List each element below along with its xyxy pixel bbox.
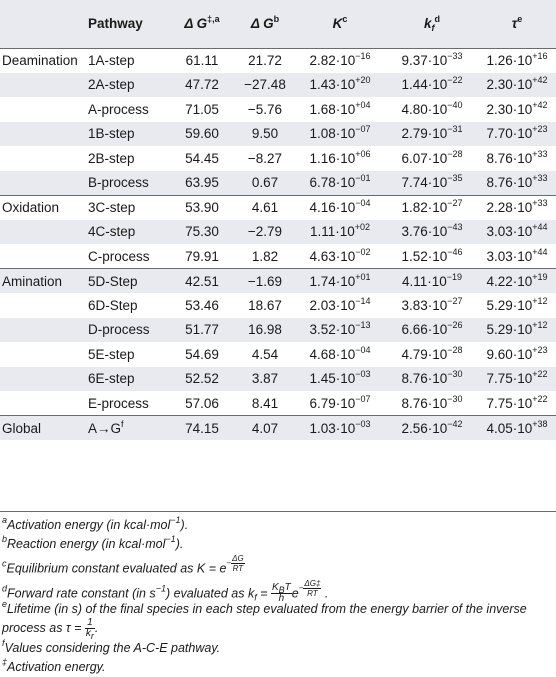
activation-energy-cell: 47.72 — [185, 77, 219, 93]
pathway-cell: 6E-step — [88, 371, 135, 387]
lifetime-cell: $2.28\cdot 10^{+33}$ — [478, 195, 556, 220]
lifetime-cell: $1.26\cdot 10^{+16}$ — [478, 48, 556, 73]
table-row — [0, 318, 556, 343]
lifetime-cell: $5.29\cdot 10^{+12}$ — [486, 320, 548, 338]
reaction-energy-cell: 4.07 — [236, 416, 294, 441]
equilibrium-constant-cell: $1.74\cdot 10^{+01}$ — [294, 269, 386, 294]
lifetime-cell: $4.22\cdot 10^{+19}$ — [478, 269, 556, 294]
forward-rate-cell: $7.74\cdot 10^{-35}$ — [401, 173, 463, 190]
activation-energy-cell: 74.15 — [168, 416, 236, 441]
activation-energy-cell: 59.60 — [185, 126, 219, 142]
table-row — [0, 171, 556, 196]
table-bottom-rule — [0, 511, 556, 512]
section-label — [0, 367, 82, 392]
reaction-energy-cell: 4.54 — [251, 346, 279, 362]
lifetime-cell: $3.03\cdot 10^{+44}$ — [486, 246, 548, 264]
equilibrium-constant-cell: $1.08\cdot 10^{-07}$ — [309, 124, 371, 142]
pathway-cell: 3C-step — [82, 195, 168, 220]
forward-rate-cell: $4.11\cdot 10^{-19}$ — [386, 269, 478, 294]
footnote-a: $^a$Activation energy (in kcal·mol$^{-1}$). — [2, 515, 189, 532]
equilibrium-constant-cell: $1.11\cdot 10^{+02}$ — [309, 222, 371, 240]
equilibrium-constant-cell: $1.43\cdot 10^{+20}$ — [309, 75, 371, 93]
reaction-energy-cell: 8.41 — [251, 395, 279, 411]
activation-energy-cell: 63.95 — [185, 175, 219, 190]
activation-energy-cell: 53.90 — [168, 195, 236, 220]
forward-rate-cell: $9.37\cdot 10^{-33}$ — [386, 48, 478, 73]
table-row — [0, 416, 556, 441]
header-lifetime: $\tau^e$ — [511, 14, 523, 32]
lifetime-cell: $8.76\cdot 10^{+33}$ — [486, 148, 548, 166]
section-label — [0, 293, 82, 318]
table-row — [0, 48, 556, 73]
pathway-cell: 2A-step — [88, 77, 135, 93]
reaction-energy-cell: 18.67 — [248, 297, 282, 313]
footnote-double-dagger: ‡Activation energy. — [2, 656, 106, 674]
lifetime-cell: $8.76\cdot 10^{+33}$ — [486, 173, 548, 190]
reaction-energy-cell: −8.27 — [247, 150, 283, 166]
pathway-cell: 1A-step — [82, 48, 168, 73]
table-row — [0, 122, 556, 147]
header-reaction-energy: Δ $G^b$ — [250, 14, 280, 32]
section-label: Deamination — [0, 48, 82, 73]
header-equilibrium-constant: $K^c$ — [332, 14, 348, 32]
reaction-energy-cell: −5.76 — [247, 101, 283, 117]
equilibrium-constant-cell: $2.82\cdot 10^{-16}$ — [294, 48, 386, 73]
section-label — [0, 146, 82, 171]
section-label — [0, 171, 82, 196]
pathway-cell: 1B-step — [88, 126, 135, 142]
activation-energy-cell: 71.05 — [185, 101, 219, 117]
activation-energy-cell: 53.46 — [185, 297, 219, 313]
section-label — [0, 73, 82, 98]
table-row — [0, 367, 556, 392]
header-activation-energy: Δ $G^{\ddagger,a}$ — [184, 14, 220, 32]
header-forward-rate: $k_f^d$ — [423, 14, 440, 34]
header-row — [0, 0, 556, 48]
equilibrium-constant-cell: $3.52\cdot 10^{-13}$ — [309, 320, 371, 338]
pathway-cell: E-process — [88, 395, 149, 411]
equilibrium-constant-cell: $4.68\cdot 10^{-04}$ — [309, 344, 371, 362]
section-label — [0, 97, 82, 122]
reaction-energy-cell: 1.82 — [251, 248, 279, 264]
activation-energy-cell: 57.06 — [185, 395, 219, 411]
table-row — [0, 244, 556, 269]
footnote-c: $^c$Equilibrium constant evaluated as K = e− $\frac{\Delta G}{RT}$ — [2, 554, 244, 576]
section-label: Global — [0, 416, 82, 441]
table-row — [0, 342, 556, 367]
pathway-cell: 5E-step — [88, 346, 135, 362]
activation-energy-cell: 79.91 — [185, 248, 219, 264]
table-body — [0, 48, 556, 440]
lifetime-cell: $2.30\cdot 10^{+42}$ — [486, 99, 548, 117]
section-label — [0, 391, 82, 416]
activation-energy-cell: 51.77 — [185, 322, 219, 338]
forward-rate-cell: $1.82\cdot 10^{-27}$ — [386, 195, 478, 220]
activation-energy-cell: 54.45 — [185, 150, 219, 166]
forward-rate-cell: $1.44\cdot 10^{-22}$ — [401, 75, 463, 93]
footnote-e: $^e$Lifetime (in s) of the final species in each step evaluated from the energy barrier of the inverse process as τ = $\frac{1}{k_r}$ . — [2, 598, 527, 641]
lifetime-cell: $7.70\cdot 10^{+23}$ — [486, 124, 548, 142]
pathway-cell: 5D-Step — [82, 269, 168, 294]
reaction-energy-cell: −1.69 — [236, 269, 294, 294]
pathway-cell: D-process — [88, 322, 150, 338]
table-row — [0, 73, 556, 98]
table-row — [0, 293, 556, 318]
reaction-energy-cell: 0.67 — [251, 175, 279, 190]
reaction-energy-cell: −27.48 — [244, 77, 286, 93]
table-row — [0, 220, 556, 245]
reaction-energy-cell: 16.98 — [248, 322, 282, 338]
section-label — [0, 122, 82, 147]
pathway-cell: 4C-step — [88, 224, 136, 240]
table-row — [0, 269, 556, 294]
activation-energy-cell: 54.69 — [185, 346, 219, 362]
forward-rate-cell: $2.79\cdot 10^{-31}$ — [401, 124, 463, 142]
header-pathway: Pathway — [88, 16, 143, 32]
pathway-cell: $A\to G^f$ — [82, 416, 168, 441]
lifetime-cell: $5.29\cdot 10^{+12}$ — [486, 295, 548, 313]
equilibrium-constant-cell: $2.03\cdot 10^{-14}$ — [309, 295, 371, 313]
section-label: Oxidation — [0, 195, 82, 220]
pathway-cell: C-process — [88, 248, 150, 264]
pathway-cell: B-process — [88, 175, 149, 190]
pathway-cell: A-process — [88, 101, 149, 117]
reaction-energy-cell: 3.87 — [251, 371, 279, 387]
table-footnotes — [2, 516, 554, 677]
forward-rate-cell: $6.66\cdot 10^{-26}$ — [401, 320, 463, 338]
activation-energy-cell: 75.30 — [185, 224, 219, 240]
reaction-energy-cell: −2.79 — [247, 224, 283, 240]
equilibrium-constant-cell: $6.79\cdot 10^{-07}$ — [309, 393, 371, 411]
footnote-d: $^d$Forward rate constant (in $s^{-1}$) evaluated as $k_f$ = $\frac{K_BT}{h}$ e− $\frac{\Delta G\ddagger}{RT}$ . — [2, 578, 329, 605]
activation-energy-cell: 42.51 — [168, 269, 236, 294]
lifetime-cell: $7.75\cdot 10^{+22}$ — [486, 393, 548, 411]
activation-energy-cell: 61.11 — [168, 48, 236, 73]
section-label — [0, 342, 82, 367]
forward-rate-cell: $8.76\cdot 10^{-30}$ — [401, 393, 463, 411]
equilibrium-constant-cell: $1.16\cdot 10^{+06}$ — [309, 148, 371, 166]
table-row — [0, 195, 556, 220]
forward-rate-cell: $2.56\cdot 10^{-42}$ — [386, 416, 478, 441]
table-row — [0, 391, 556, 416]
lifetime-cell: $2.30\cdot 10^{+42}$ — [486, 75, 548, 93]
section-label — [0, 244, 82, 269]
lifetime-cell: $3.03\cdot 10^{+44}$ — [486, 222, 548, 240]
forward-rate-cell: $3.76\cdot 10^{-43}$ — [401, 222, 463, 240]
equilibrium-constant-cell: $1.03\cdot 10^{-03}$ — [294, 416, 386, 441]
forward-rate-cell: $3.83\cdot 10^{-27}$ — [401, 295, 463, 313]
reaction-energy-cell: 9.50 — [251, 126, 279, 142]
forward-rate-cell: $6.07\cdot 10^{-28}$ — [401, 148, 463, 166]
pathway-cell: 2B-step — [88, 150, 135, 166]
reaction-energy-cell: 4.61 — [236, 195, 294, 220]
section-label: Amination — [0, 269, 82, 294]
reaction-energy-cell: 21.72 — [236, 48, 294, 73]
equilibrium-constant-cell: $4.16\cdot 10^{-04}$ — [294, 195, 386, 220]
section-label — [0, 220, 82, 245]
pathway-cell: 6D-Step — [88, 297, 138, 313]
section-label — [0, 318, 82, 343]
lifetime-cell: $9.60\cdot 10^{+23}$ — [486, 344, 548, 362]
equilibrium-constant-cell: $4.63\cdot 10^{-02}$ — [309, 246, 371, 264]
forward-rate-cell: $8.76\cdot 10^{-30}$ — [401, 369, 463, 387]
lifetime-cell: $7.75\cdot 10^{+22}$ — [486, 369, 548, 387]
table-row — [0, 97, 556, 122]
table-row — [0, 146, 556, 171]
footnote-b: $^b$Reaction energy (in kcal·mol$^{-1}$). — [2, 534, 184, 551]
equilibrium-constant-cell: $1.68\cdot 10^{+04}$ — [309, 99, 371, 117]
header-section — [0, 0, 82, 48]
forward-rate-cell: $4.79\cdot 10^{-28}$ — [401, 344, 463, 362]
activation-energy-cell: 52.52 — [185, 371, 219, 387]
forward-rate-cell: $4.80\cdot 10^{-40}$ — [401, 99, 463, 117]
lifetime-cell: $4.05\cdot 10^{+38}$ — [478, 416, 556, 441]
forward-rate-cell: $1.52\cdot 10^{-46}$ — [401, 246, 463, 264]
footnote-f: $^f$Values considering the A-C-E pathway. — [2, 637, 221, 655]
equilibrium-constant-cell: $1.45\cdot 10^{-03}$ — [309, 369, 371, 387]
equilibrium-constant-cell: $6.78\cdot 10^{-01}$ — [309, 173, 371, 190]
